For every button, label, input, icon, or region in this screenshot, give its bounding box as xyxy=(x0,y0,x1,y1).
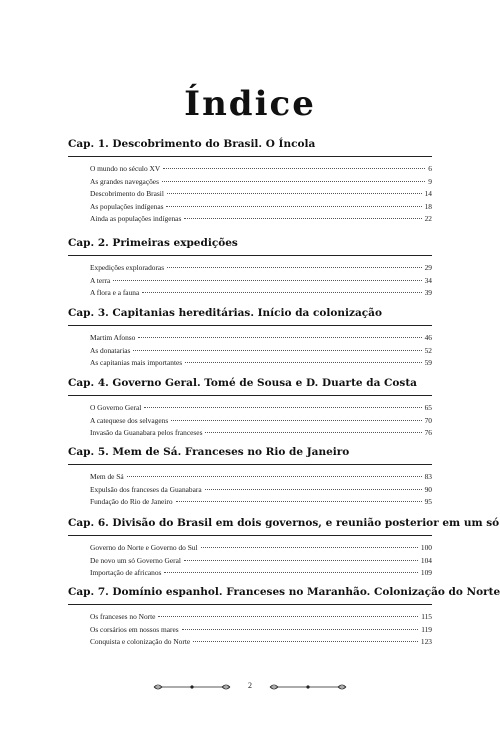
dot-leader xyxy=(133,350,421,351)
toc-entry-title: As capitanias mais importantes xyxy=(90,358,183,367)
toc-entry-page: 46 xyxy=(424,333,432,342)
dot-leader xyxy=(138,337,421,338)
toc-entry xyxy=(68,163,432,176)
toc-entry xyxy=(68,567,432,580)
toc-entry-title: Ainda as populações indígenas xyxy=(90,214,182,223)
toc-entry-page: 83 xyxy=(424,472,432,481)
toc-entry xyxy=(68,471,432,484)
toc-entry xyxy=(68,555,432,568)
toc-entry-page: 70 xyxy=(424,415,432,425)
page-title: Índice xyxy=(184,84,316,124)
page-footer xyxy=(0,680,500,694)
chapter-rule xyxy=(68,395,432,396)
dot-leader xyxy=(162,181,425,182)
chapter-rule xyxy=(68,325,432,326)
dot-leader xyxy=(184,218,421,219)
toc-entry xyxy=(68,542,432,555)
toc-entry xyxy=(68,496,432,509)
toc-entry-title: Descobrimento do Brasil xyxy=(90,189,164,198)
toc-entry-title: De novo um só Governo Geral xyxy=(90,555,181,565)
toc-entry-title: Conquista e colonização do Norte xyxy=(90,637,191,646)
chapter-rule xyxy=(68,464,432,465)
toc-entry xyxy=(68,176,432,189)
toc-entry-title: A terra xyxy=(90,275,111,285)
toc-entry xyxy=(68,624,432,637)
toc-entry-page: 22 xyxy=(424,214,432,223)
dot-leader xyxy=(163,168,425,169)
dot-leader xyxy=(176,501,422,502)
toc-entry-title: A flora e a fauna xyxy=(90,288,140,297)
toc-entry-title: O mundo no século XV xyxy=(90,164,161,173)
dot-leader xyxy=(113,280,421,281)
chapter-rule xyxy=(68,255,432,256)
toc-entry-title: A catequese dos selvagens xyxy=(90,415,169,425)
toc-entry-page: 18 xyxy=(424,201,432,211)
toc-entry xyxy=(68,275,432,288)
toc-entry-title: Importação de africanos xyxy=(90,568,162,577)
chapter-section xyxy=(68,376,432,440)
toc-entry-page: 39 xyxy=(424,288,432,297)
toc-entry-page: 100 xyxy=(420,543,432,552)
toc-entry xyxy=(68,213,432,226)
toc-entry xyxy=(68,402,432,415)
dot-leader xyxy=(171,420,421,421)
toc-entry-title: Fundação do Rio de Janeiro xyxy=(90,497,173,506)
toc-entry-page: 14 xyxy=(424,189,432,198)
toc-entry xyxy=(68,201,432,214)
toc-entry-title: Expulsão dos franceses da Guanabara xyxy=(90,484,202,494)
toc-entry-title: Expedições exploradoras xyxy=(90,263,165,272)
chapter-heading: Cap. 5. Mem de Sá. Franceses no Rio de Janeiro xyxy=(68,446,350,458)
chapter-rule xyxy=(68,604,432,605)
chapter-heading: Cap. 6. Divisão do Brasil em dois governos, e reunião posterior em um só xyxy=(68,517,500,529)
toc-entry-title: As grandes navegações xyxy=(90,176,159,186)
toc-entry xyxy=(68,188,432,201)
chapter-heading: Cap. 1. Descobrimento do Brasil. O Íncola xyxy=(68,138,316,150)
toc-entry xyxy=(68,415,432,428)
chapter-heading: Cap. 7. Domínio espanhol. Franceses no Maranhão. Colonização do Norte xyxy=(68,586,500,598)
toc-entry-page: 34 xyxy=(424,275,432,285)
chapter-rule xyxy=(68,535,432,536)
toc-entry xyxy=(68,262,432,275)
chapter-section xyxy=(68,516,500,580)
chapter-rule xyxy=(68,156,432,157)
toc-entry-page: 59 xyxy=(424,358,432,367)
toc-entry-page: 9 xyxy=(428,176,432,186)
toc-entry xyxy=(68,427,432,440)
dot-leader xyxy=(167,267,422,268)
toc-entry xyxy=(68,357,432,370)
toc-entry-title: Os corsários em nossos mares xyxy=(90,624,179,634)
toc-entry-page: 65 xyxy=(424,403,432,412)
toc-entry-page: 29 xyxy=(424,263,432,272)
toc-entry xyxy=(68,636,432,649)
toc-entry-page: 104 xyxy=(420,555,432,565)
chapter-heading: Cap. 4. Governo Geral. Tomé de Sousa e D. Duarte da Costa xyxy=(68,377,417,389)
dot-leader xyxy=(164,572,418,573)
toc-entry-title: Martim Afonso xyxy=(90,333,136,342)
right-ornament-icon xyxy=(268,682,348,692)
chapter-section xyxy=(68,236,432,300)
dot-leader xyxy=(185,362,421,363)
dot-leader xyxy=(144,407,421,408)
dot-leader xyxy=(166,206,421,207)
toc-entry-page: 76 xyxy=(424,428,432,437)
dot-leader xyxy=(201,547,418,548)
toc-entry xyxy=(68,332,432,345)
toc-entry xyxy=(68,287,432,300)
chapter-section xyxy=(68,585,500,649)
toc-entry-page: 109 xyxy=(420,568,432,577)
toc-entry-title: Mem de Sá xyxy=(90,472,124,481)
chapter-heading: Cap. 2. Primeiras expedições xyxy=(68,237,238,249)
dot-leader xyxy=(127,476,422,477)
toc-entry-title: Governo do Norte e Governo do Sul xyxy=(90,543,198,552)
toc-entry-page: 115 xyxy=(421,612,432,621)
toc-entry-title: Invasão da Guanabara pelos franceses xyxy=(90,428,203,437)
dot-leader xyxy=(167,193,422,194)
toc-entry xyxy=(68,345,432,358)
toc-entry-page: 6 xyxy=(428,164,432,173)
page-number: 2 xyxy=(248,681,252,690)
toc-entry xyxy=(68,611,432,624)
toc-entry-page: 90 xyxy=(424,484,432,494)
dot-leader xyxy=(182,629,419,630)
dot-leader xyxy=(205,489,422,490)
toc-entry-title: O Governo Geral xyxy=(90,403,142,412)
chapter-section xyxy=(68,137,432,226)
chapter-section xyxy=(68,306,432,370)
dot-leader xyxy=(205,432,421,433)
dot-leader xyxy=(193,641,418,642)
toc-entry xyxy=(68,484,432,497)
chapter-section xyxy=(68,445,432,509)
toc-entry-page: 119 xyxy=(421,624,432,634)
toc-entry-title: Os franceses no Norte xyxy=(90,612,156,621)
toc-entry-title: As donatarias xyxy=(90,345,131,355)
chapter-heading: Cap. 3. Capitanias hereditárias. Início da colonização xyxy=(68,307,382,319)
toc-entry-page: 95 xyxy=(424,497,432,506)
dot-leader xyxy=(158,616,418,617)
toc-entry-page: 123 xyxy=(420,637,432,646)
toc-entry-page: 52 xyxy=(424,345,432,355)
dot-leader xyxy=(142,292,421,293)
dot-leader xyxy=(184,560,418,561)
toc-entry-title: As populações indígenas xyxy=(90,201,164,211)
